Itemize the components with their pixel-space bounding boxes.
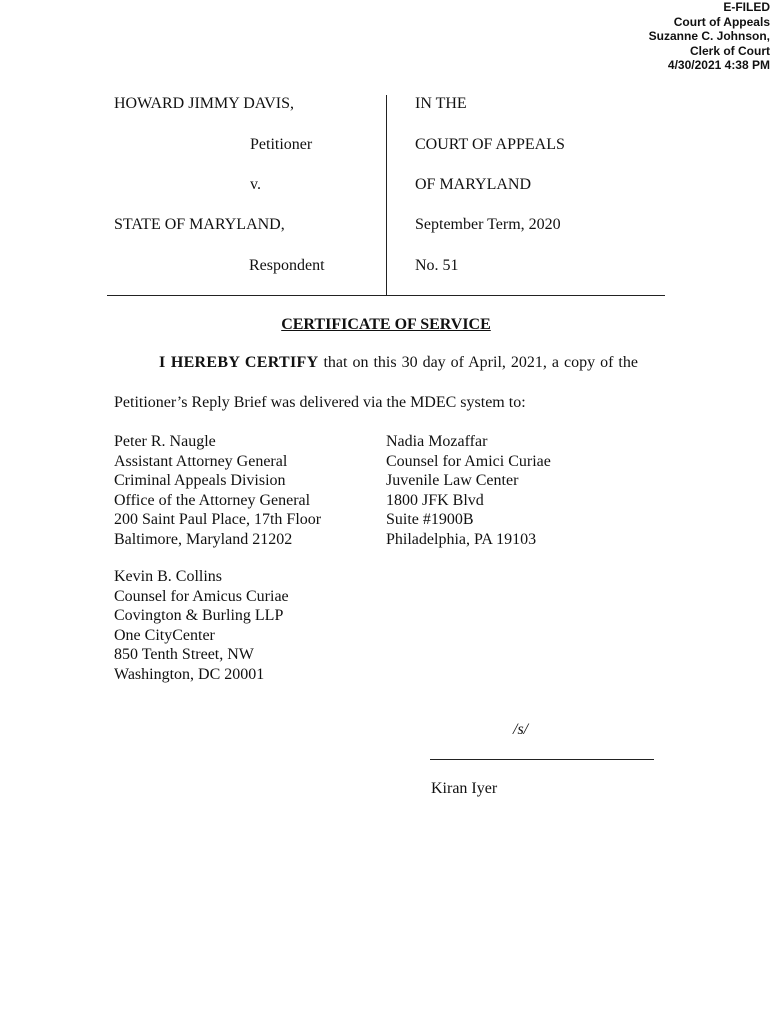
recipient-line: Peter R. Naugle [114,433,216,450]
recipient-line: Kevin B. Collins [114,568,223,585]
petitioner-name: HOWARD JIMMY DAVIS, [114,95,295,112]
certify-text: that on this 30 day of April, 2021, a copy of the [318,354,638,371]
case-number: No. 51 [415,257,459,274]
recipient-line: Assistant Attorney General [114,452,288,470]
signer-name: Kiran Iyer [431,780,498,797]
recipient-address-block [114,432,321,549]
recipient-line: Suite #1900B [386,511,474,528]
recipient-address-block [114,567,289,684]
recipient-line: 850 Tenth Street, NW [114,646,254,663]
recipient-line: 1800 JFK Blvd [386,491,484,509]
recipient-line: Covington & Burling LLP [114,607,284,624]
caption-divider-vertical [386,95,387,295]
signature-line [430,759,654,760]
recipient-line: One CityCenter [114,626,215,644]
respondent-name: STATE OF MARYLAND, [114,216,285,233]
document-title [0,316,770,334]
recipient-line: Office of the Attorney General [114,491,311,509]
stamp-line: 4/30/2021 4:38 PM [667,58,770,72]
versus: v. [250,176,261,193]
respondent-role: Respondent [249,257,325,274]
signature-mark: /s/ [513,721,529,738]
recipient-line: Juvenile Law Center [386,472,519,489]
recipient-line: Counsel for Amici Curiae [386,452,551,470]
certify-heading: I HEREBY CERTIFY [159,354,319,371]
stamp-line: Clerk of Court [689,43,770,58]
recipient-line: Nadia Mozaffar [386,433,488,450]
delivery-statement: Petitioner’s Reply Brief was delivered via the MDEC system to: [114,394,526,411]
stamp-line: Suzanne C. Johnson, [648,29,770,43]
petitioner-role: Petitioner [250,136,313,153]
stamp-line: Court of Appeals [673,14,770,29]
recipient-line: Baltimore, Maryland 21202 [114,530,293,548]
recipient-line: Washington, DC 20001 [114,665,265,683]
recipient-line: 200 Saint Paul Place, 17th Floor [114,511,322,528]
efiled-stamp [470,0,770,73]
title-text: CERTIFICATE OF SERVICE [281,316,491,333]
court-term: September Term, 2020 [415,216,561,233]
court-line-2: COURT OF APPEALS [415,136,565,153]
recipient-line: Philadelphia, PA 19103 [386,530,537,548]
recipient-line: Counsel for Amicus Curiae [114,587,289,605]
certification-paragraph [159,354,638,372]
recipient-address-block [386,432,551,549]
court-line-1: IN THE [415,95,467,112]
court-line-3: OF MARYLAND [415,176,532,193]
recipient-line: Criminal Appeals Division [114,472,286,489]
caption-divider-horizontal [107,295,665,296]
stamp-line: E-FILED [723,0,770,14]
